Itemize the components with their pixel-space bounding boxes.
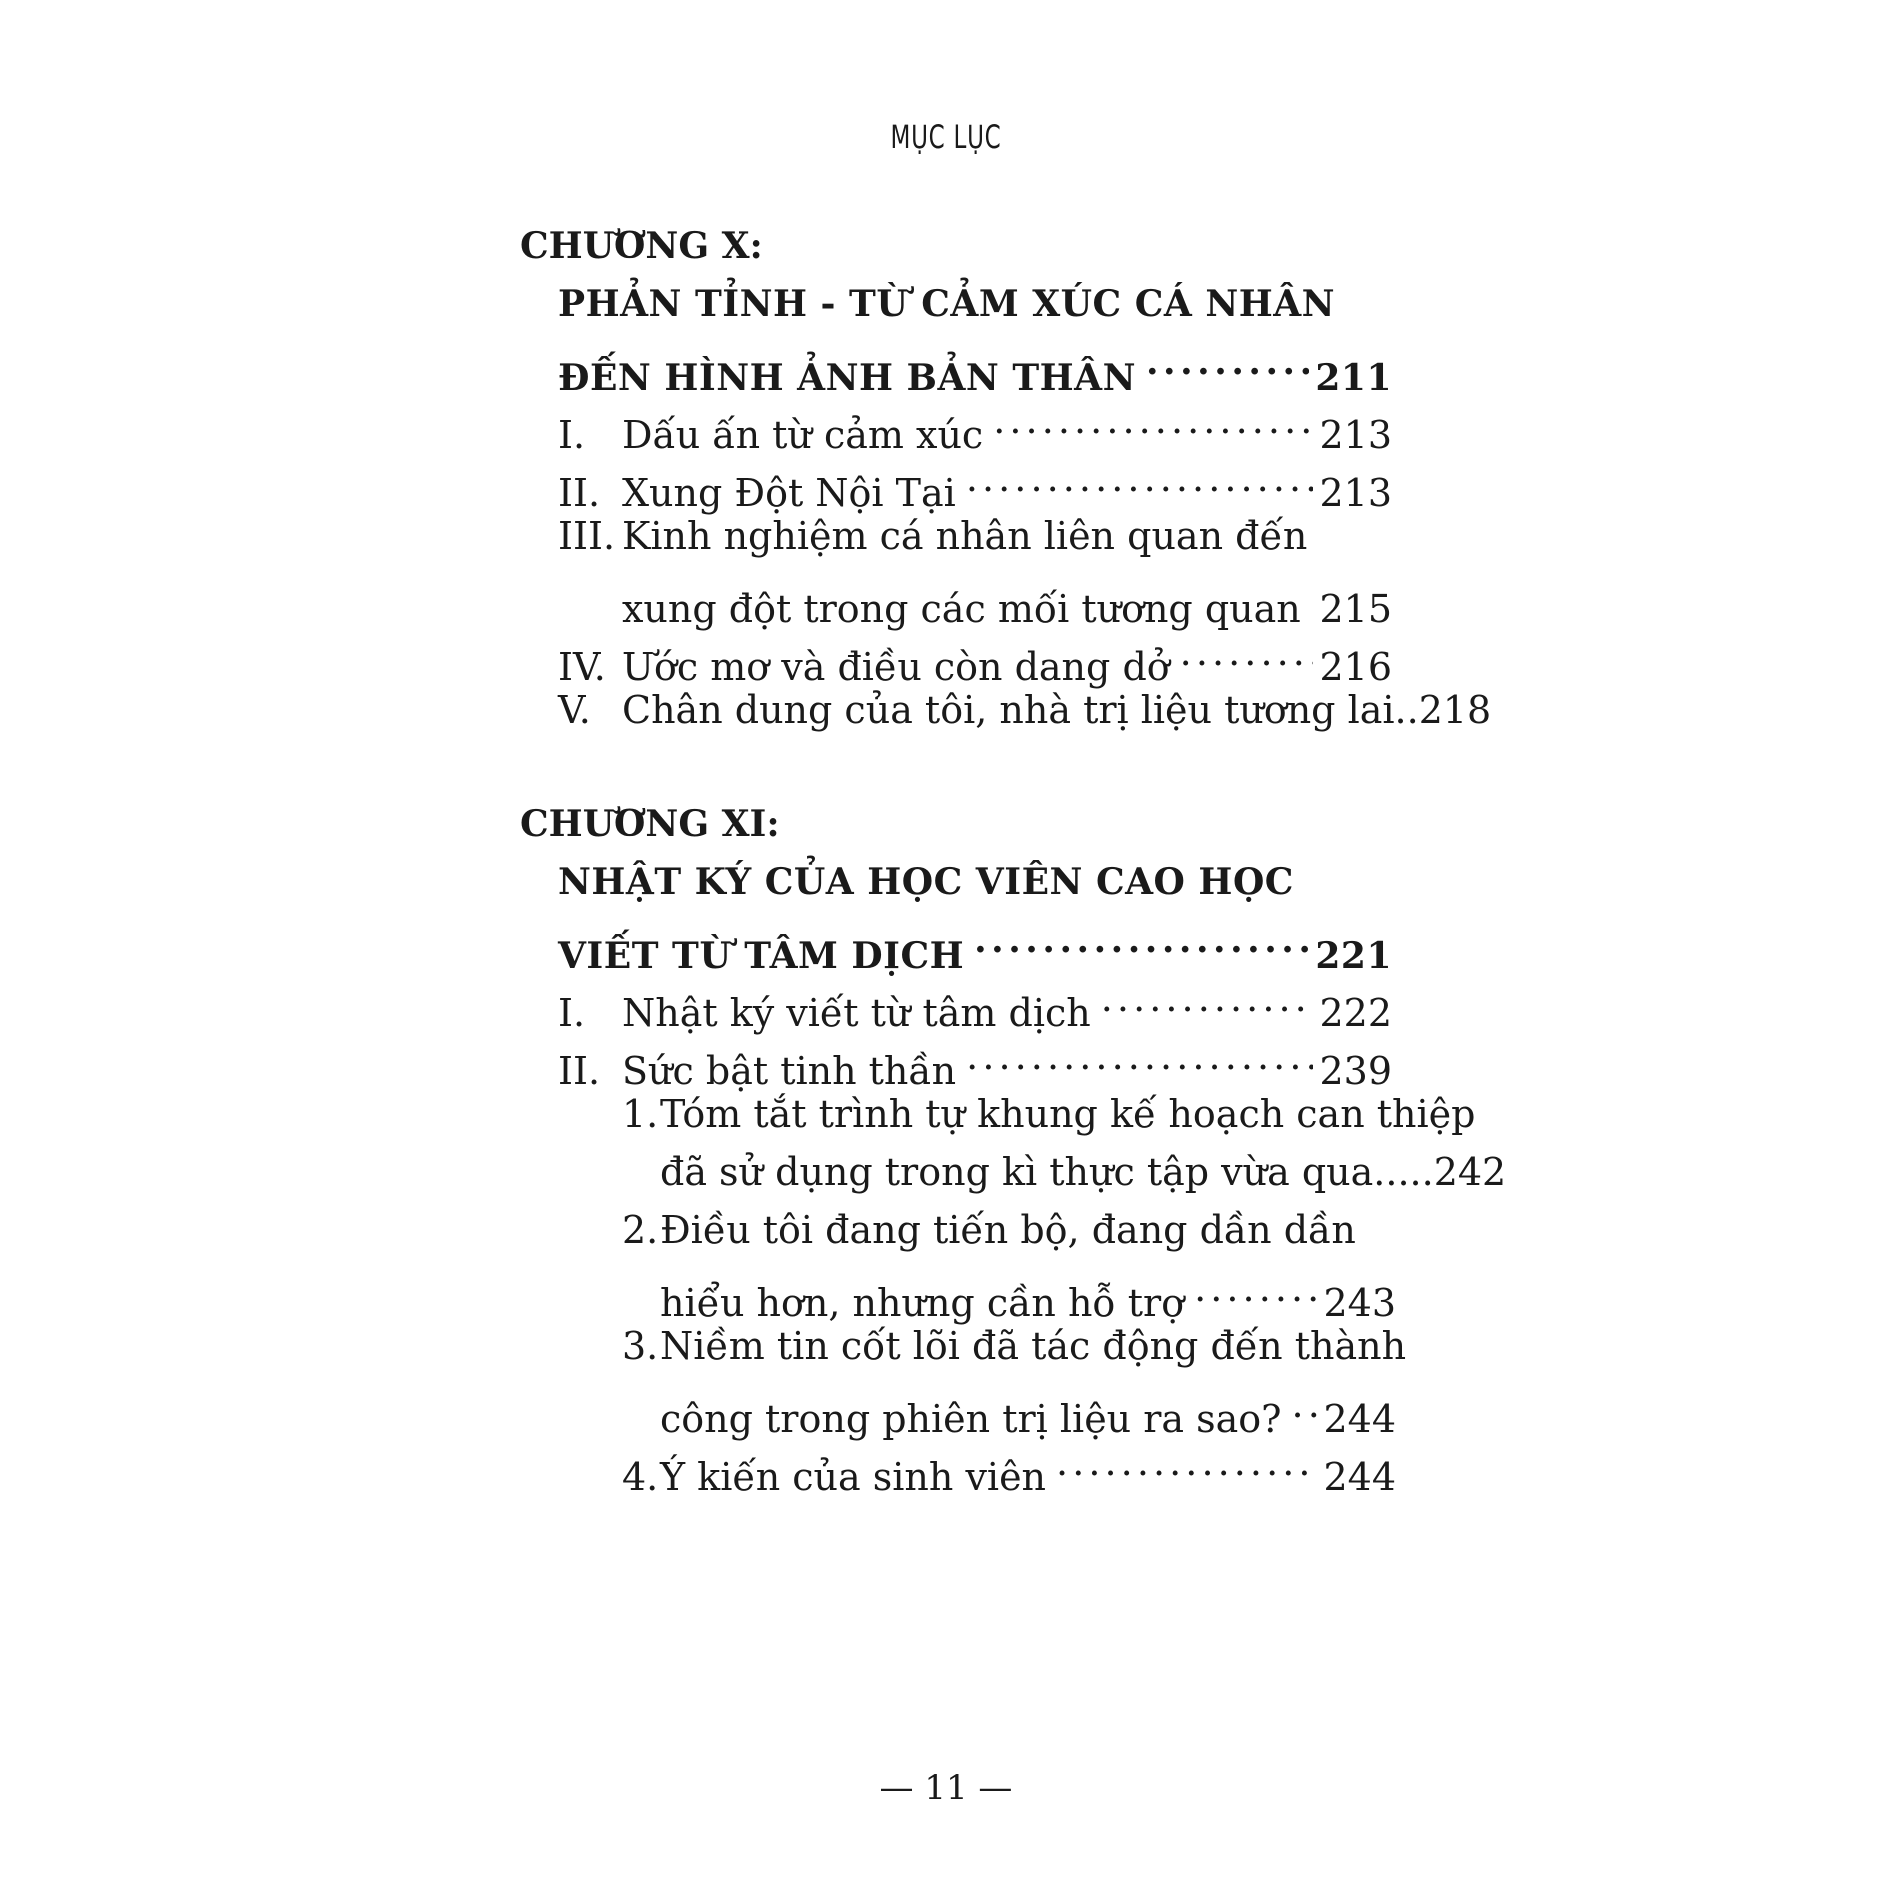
page-number: 221 <box>1315 935 1392 977</box>
leader-dots <box>1194 1260 1317 1316</box>
toc-subentry-line2[interactable]: công trong phiên trị liệu ra sao? . . . 244 <box>660 1376 1396 1432</box>
toc-entry[interactable]: II. Sức bật tinh thần . . . 239 <box>558 1028 1392 1084</box>
page-number: 215 <box>1319 587 1392 631</box>
leader-dots <box>1292 1376 1318 1432</box>
chapter-11-title-line1: NHẬT KÝ CỦA HỌC VIÊN CAO HỌC <box>558 861 1294 903</box>
toc-subentry-line2[interactable]: đã sử dụng trong kì thực tập vừa qua..... 242 <box>660 1144 1396 1200</box>
chapter-10-title-line1: PHẢN TỈNH - TỪ CẢM XÚC CÁ NHÂN <box>558 283 1336 325</box>
page-number: 216 <box>1319 645 1392 689</box>
toc-entry[interactable]: I. Nhật ký viết từ tâm dịch . . . 222 <box>558 970 1392 1026</box>
leader-dots <box>993 392 1313 448</box>
page-number: 239 <box>1319 1049 1392 1093</box>
leader-dots <box>1180 624 1314 680</box>
page-number: 211 <box>1315 357 1392 399</box>
chapter-11-label: CHƯƠNG XI: <box>520 803 780 845</box>
toc-subentry-line1[interactable]: 1. Tóm tắt trình tự khung kế hoạch can thiệp <box>622 1092 1476 1136</box>
leader-dots <box>1146 334 1309 390</box>
chapter-10-title-entry[interactable]: ĐẾN HÌNH ẢNH BẢN THÂN . . . 211 <box>558 334 1392 390</box>
leader-dots <box>1311 566 1314 622</box>
page-number: 213 <box>1319 413 1392 457</box>
toc-entry[interactable]: II. Xung Đột Nội Tại . . . 213 <box>558 450 1392 506</box>
leader-dots <box>1056 1434 1317 1490</box>
toc-entry-line1[interactable]: III. Kinh nghiệm cá nhân liên quan đến <box>558 514 1308 558</box>
page-number: 242 <box>1433 1150 1507 1194</box>
toc-entry[interactable]: I. Dấu ấn từ cảm xúc . . . 213 <box>558 392 1392 448</box>
page-number: 222 <box>1319 991 1392 1035</box>
leader-dots <box>966 450 1314 506</box>
toc-entry-line2[interactable]: xung đột trong các mối tương quan . . . 215 <box>622 566 1392 622</box>
page-folio: — 11 — <box>879 1768 1013 1808</box>
page-number: 218 <box>1418 688 1492 732</box>
running-head: MỤC LỤC <box>890 118 1002 156</box>
toc-subentry-line1[interactable]: 3. Niềm tin cốt lõi đã tác động đến thành <box>622 1324 1407 1368</box>
chapter-11-title-entry[interactable]: VIẾT TỪ TÂM DỊCH . . . 221 <box>558 912 1392 968</box>
leader-dots <box>1101 970 1314 1026</box>
chapter-10-label: CHƯƠNG X: <box>520 225 763 267</box>
toc-subentry[interactable]: 4. Ý kiến của sinh viên . . . 244 <box>622 1434 1396 1490</box>
toc-subentry-line2[interactable]: hiểu hơn, nhưng cần hỗ trợ . . . 243 <box>660 1260 1396 1316</box>
toc-subentry-line1[interactable]: 2. Điều tôi đang tiến bộ, đang dần dần <box>622 1208 1356 1252</box>
page-number: 243 <box>1323 1281 1396 1325</box>
page-number: 244 <box>1323 1455 1396 1499</box>
toc-entry[interactable]: V. Chân dung của tôi, nhà trị liệu tương lai.. 218 <box>558 682 1392 738</box>
toc-entry[interactable]: IV. Ước mơ và điều còn dang dở . . . 216 <box>558 624 1392 680</box>
leader-dots <box>974 912 1309 968</box>
leader-dots <box>966 1028 1313 1084</box>
page-number: 244 <box>1323 1397 1396 1441</box>
page-number: 213 <box>1319 471 1392 515</box>
